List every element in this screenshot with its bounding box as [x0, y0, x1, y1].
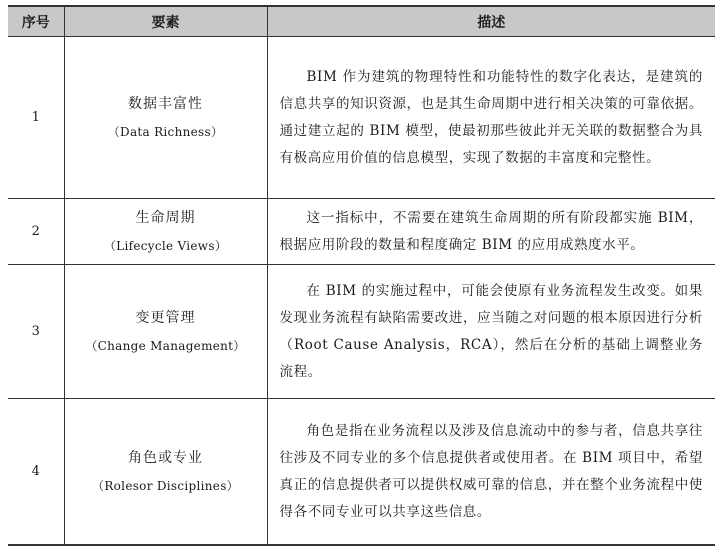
- element-name-cn: 生命周期: [135, 209, 196, 226]
- row-seq: 2: [8, 199, 64, 265]
- row-description: 这一指标中，不需要在建筑生命周期的所有阶段都实施 BIM，根据应用阶段的数量和程度确定 BIM 的应用成熟度水平。: [267, 199, 715, 265]
- header-element: 要素: [64, 6, 267, 37]
- row-description: BIM 作为建筑的物理特性和功能特性的数字化表达，是建筑的信息共享的知识资源，也是其生命周期中进行相关决策的可靠依据。通过建立起的 BIM 模型，使最初那些彼此并无关联的数据整合为具有极高应用价值的信息模型，实现了数据的丰富度和完整性。: [267, 37, 715, 199]
- element-name-en: （Rolesor Disciplines）: [92, 478, 239, 493]
- bim-maturity-table: [8, 5, 715, 546]
- row-element: [64, 37, 267, 199]
- row-seq: 4: [8, 399, 64, 546]
- element-name-cn: 数据丰富性: [128, 95, 203, 112]
- table-row: [8, 199, 715, 265]
- row-description: 在 BIM 的实施过程中，可能会使原有业务流程发生改变。如果发现业务流程有缺陷需要改进，应当随之对问题的根本原因进行分析（Root Cause Analysis，RCA），然后在分析的基础上调整业务流程。: [267, 265, 715, 399]
- header-seq: 序号: [8, 6, 64, 37]
- table-header-row: [8, 6, 715, 37]
- row-element: [64, 199, 267, 265]
- row-description: 角色是指在业务流程以及涉及信息流动中的参与者，信息共享往往涉及不同专业的多个信息提供者或使用者。在 BIM 项目中，希望真正的信息提供者可以提供权威可靠的信息，并在整个业务流程中使得各不同专业可以共享这些信息。: [267, 399, 715, 546]
- element-name-en: （Lifecycle Views）: [103, 238, 228, 253]
- header-description: 描述: [267, 6, 715, 37]
- element-name-cn: 角色或专业: [128, 449, 203, 466]
- row-element: [64, 265, 267, 399]
- row-element: [64, 399, 267, 546]
- row-seq: 1: [8, 37, 64, 199]
- element-name-en: （Change Management）: [85, 338, 246, 353]
- element-name-en: （Data Richness）: [107, 124, 224, 139]
- table-row: [8, 37, 715, 199]
- element-name-cn: 变更管理: [135, 309, 196, 326]
- table-row: [8, 265, 715, 399]
- table-row: [8, 399, 715, 546]
- row-seq: 3: [8, 265, 64, 399]
- bim-maturity-table-container: [8, 5, 715, 546]
